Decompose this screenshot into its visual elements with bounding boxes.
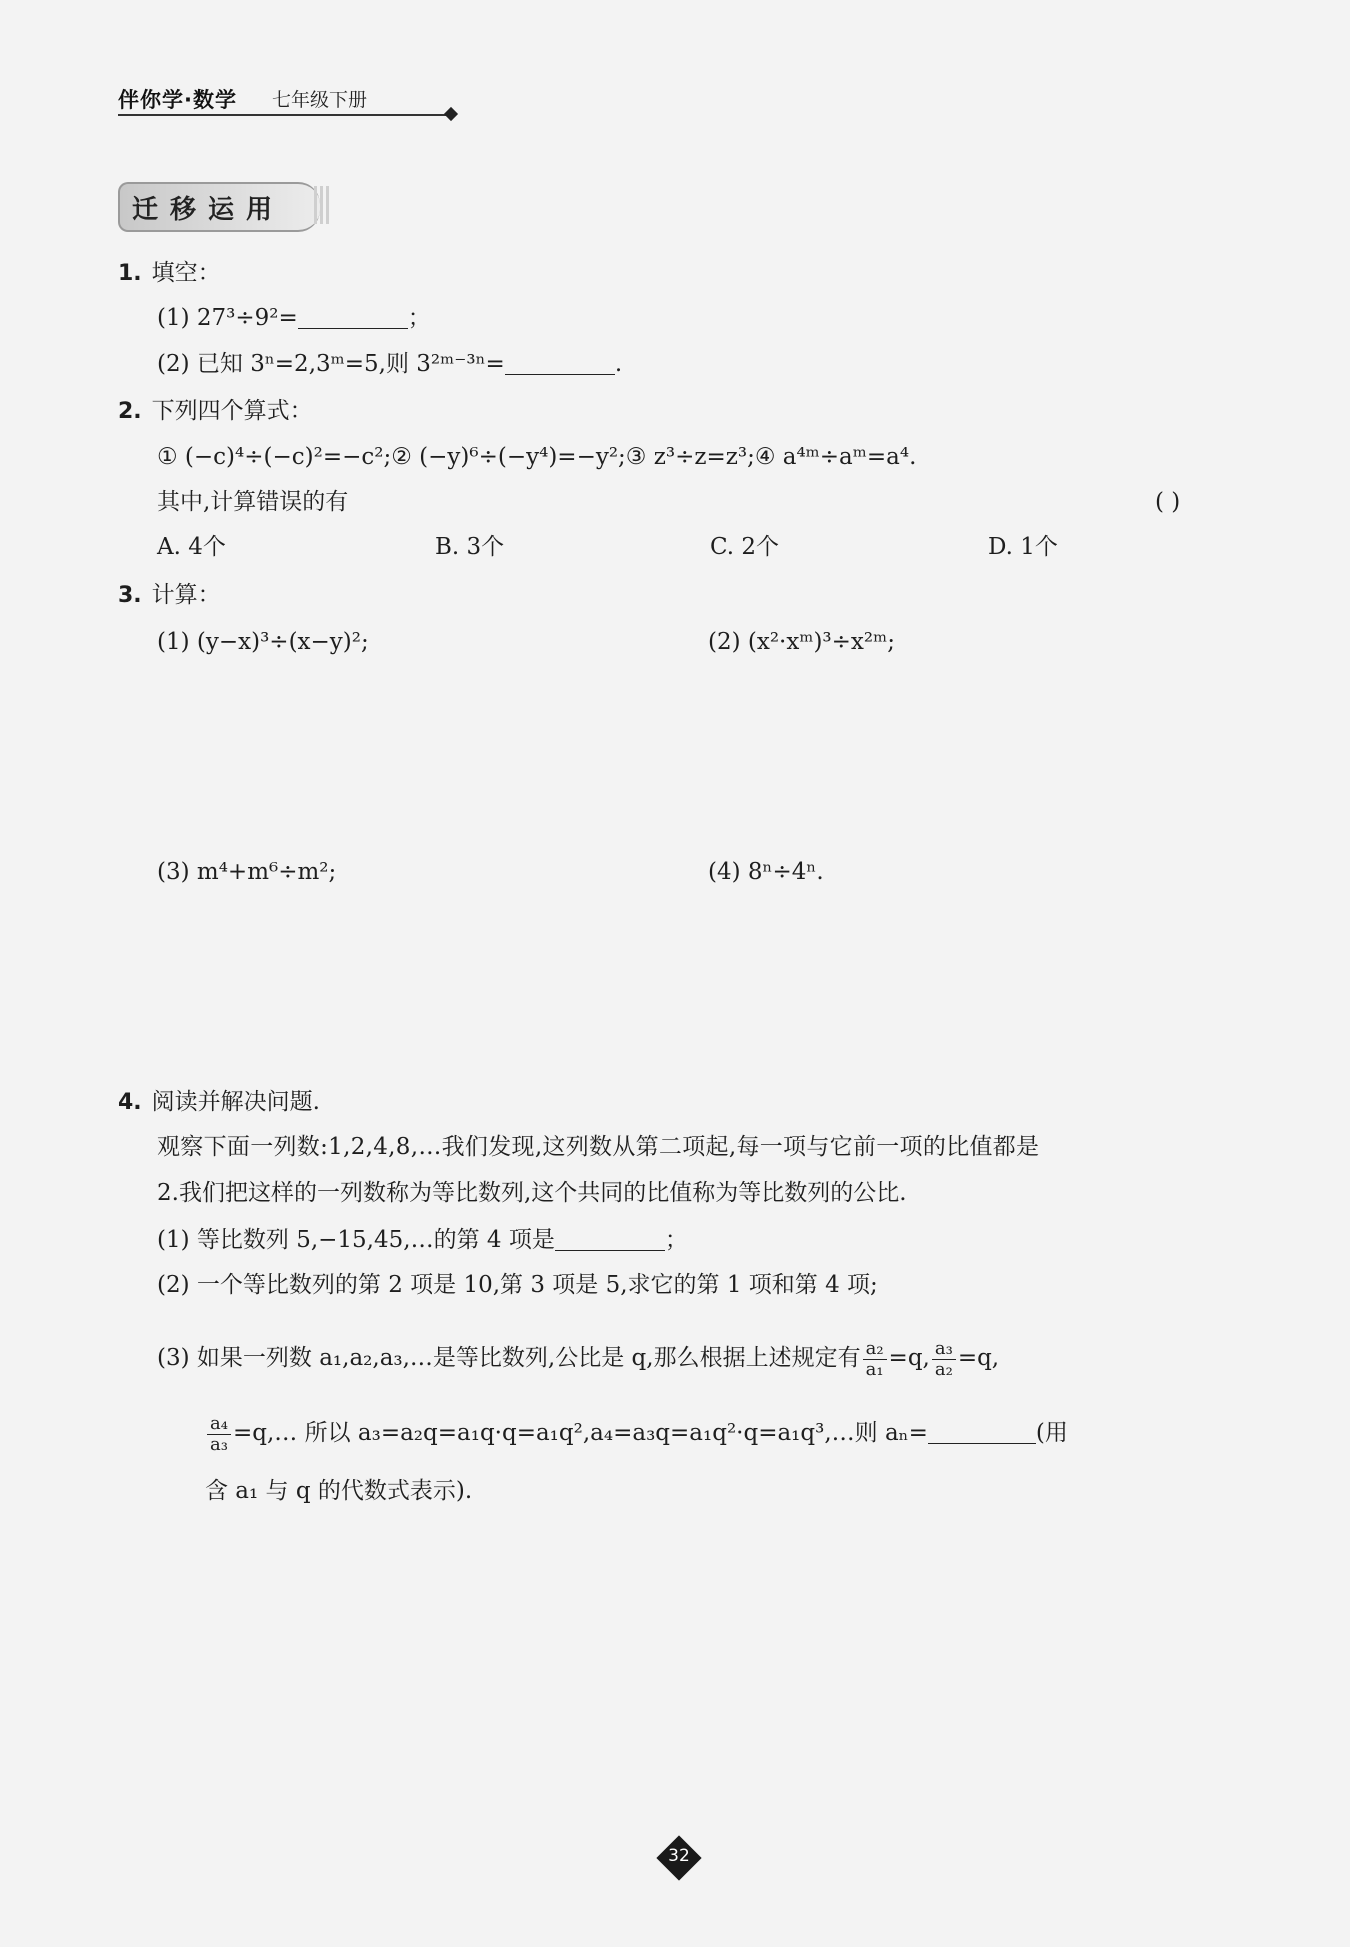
q4-p3-eq-2: =q, xyxy=(957,1345,1000,1371)
question-4-intro-line-2: 2.我们把这样的一列数称为等比数列,这个共同的比值称为等比数列的公比. xyxy=(157,1180,907,1206)
q4-p3-text-b: =q,… 所以 a₃=a₂q=a₁q·q=a₁q²,a₄=a₃q=a₁q²·q=a₁q³,…则 aₙ= xyxy=(232,1420,928,1446)
question-2-text: 下列四个算式： xyxy=(151,398,313,424)
question-4-title xyxy=(118,1087,320,1118)
question-4-part-3-line-2 xyxy=(205,1405,1068,1461)
question-2-title xyxy=(118,396,313,427)
page-number: 32 xyxy=(668,1846,690,1866)
fraction-a3-over-a2 xyxy=(932,1339,956,1380)
q4-p3-text-a: (3) 如果一列数 a₁,a₂,a₃,…是等比数列,公比是 q,那么根据上述规定有 xyxy=(157,1345,861,1371)
page-number-badge xyxy=(657,1836,701,1880)
fraction-numerator: a₂ xyxy=(863,1339,887,1360)
q4-p1-end: ； xyxy=(664,1227,688,1253)
question-4-number: 4. xyxy=(118,1090,142,1115)
q4-p1-text: (1) 等比数列 5,−15,45,…的第 4 项是 xyxy=(157,1227,555,1253)
answer-blank[interactable] xyxy=(505,352,615,375)
fraction-numerator: a₄ xyxy=(207,1414,231,1435)
fraction-numerator: a₃ xyxy=(932,1339,956,1360)
answer-bracket[interactable]: ( ) xyxy=(1155,489,1181,515)
question-4-text: 阅读并解决问题. xyxy=(151,1089,320,1115)
question-4-intro-line-1: 观察下面一列数:1,2,4,8,…我们发现,这列数从第二项起,每一项与它前一项的比值都是 xyxy=(157,1134,1040,1160)
fraction-denominator: a₂ xyxy=(934,1358,953,1380)
question-3-part-2: (2) (x²·xᵐ)³÷x²ᵐ; xyxy=(708,629,895,655)
fraction-a4-over-a3 xyxy=(207,1414,231,1455)
fraction-denominator: a₁ xyxy=(865,1358,884,1380)
question-1-text: 填空： xyxy=(151,260,221,286)
page-header xyxy=(118,84,458,118)
q4-p3-end: (用 xyxy=(1035,1420,1068,1446)
question-2-formulas: ① (−c)⁴÷(−c)²=−c²;② (−y)⁶÷(−y⁴)=−y²;③ z³÷z=z³;④ a⁴ᵐ÷aᵐ=a⁴. xyxy=(157,444,917,470)
question-4-part-3-line-3: 含 a₁ 与 q 的代数式表示). xyxy=(205,1478,473,1504)
section-tag xyxy=(118,182,330,230)
header-rule xyxy=(118,114,450,116)
answer-blank[interactable] xyxy=(928,1421,1036,1444)
grade-label: 七年级下册 xyxy=(272,89,368,111)
q1-p1-end: ； xyxy=(407,305,431,331)
question-1-title xyxy=(118,258,221,289)
question-1-part-1 xyxy=(157,303,431,333)
question-3-part-4: (4) 8ⁿ÷4ⁿ. xyxy=(708,859,824,885)
option-d[interactable]: D. 1个 xyxy=(988,534,1058,560)
fraction-denominator: a₃ xyxy=(210,1433,228,1455)
question-4-part-2: (2) 一个等比数列的第 2 项是 10,第 3 项是 5,求它的第 1 项和第 4 项; xyxy=(157,1272,878,1298)
answer-blank[interactable] xyxy=(298,306,408,329)
question-1-part-2 xyxy=(157,349,622,379)
q4-p3-eq-1: =q, xyxy=(888,1345,930,1371)
answer-blank[interactable] xyxy=(555,1228,665,1251)
option-c[interactable]: C. 2个 xyxy=(710,534,780,560)
question-2-stem: 其中,计算错误的有 xyxy=(157,489,349,515)
question-4-part-1 xyxy=(157,1225,688,1255)
question-1-number: 1. xyxy=(118,261,142,286)
section-title: 迁移运用 xyxy=(132,195,285,225)
book-title: 伴你学·数学 xyxy=(118,88,237,112)
question-3-text: 计算： xyxy=(151,582,221,608)
q1-p2-text: (2) 已知 3ⁿ=2,3ᵐ=5,则 3²ᵐ⁻³ⁿ= xyxy=(157,351,505,377)
question-3-part-1: (1) (y−x)³÷(x−y)²; xyxy=(157,629,369,655)
question-3-part-3: (3) m⁴+m⁶÷m²; xyxy=(157,859,337,885)
question-3-number: 3. xyxy=(118,583,142,608)
question-3-title xyxy=(118,580,221,611)
q1-p1-text: (1) 27³÷9²= xyxy=(157,305,298,331)
header-diamond-icon xyxy=(444,107,458,121)
q1-p2-end: . xyxy=(614,351,623,377)
option-b[interactable]: B. 3个 xyxy=(435,534,505,560)
option-a[interactable]: A. 4个 xyxy=(157,534,226,560)
question-4-part-3-line-1 xyxy=(157,1330,999,1386)
section-tag-stripes xyxy=(314,186,330,224)
question-2-number: 2. xyxy=(118,399,142,424)
fraction-a2-over-a1 xyxy=(863,1339,887,1380)
